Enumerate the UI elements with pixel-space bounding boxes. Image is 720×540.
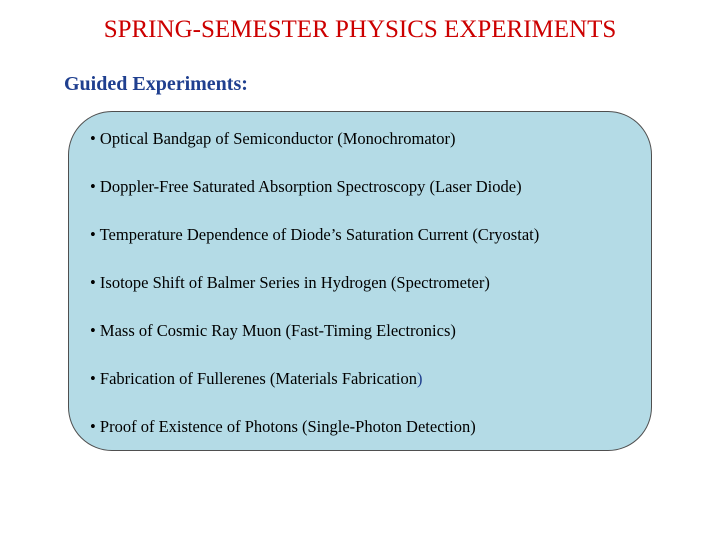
bullet: • bbox=[90, 417, 96, 436]
experiment-text: Optical Bandgap of Semiconductor (Monochromator) bbox=[99, 129, 456, 148]
experiment-item bbox=[90, 273, 490, 293]
section-heading: Guided Experiments: bbox=[64, 73, 248, 95]
experiment-item bbox=[90, 369, 422, 389]
bullet: • bbox=[90, 129, 96, 148]
bullet: • bbox=[90, 321, 96, 340]
experiment-item bbox=[90, 417, 476, 437]
experiment-item bbox=[90, 177, 522, 197]
experiment-text: Doppler-Free Saturated Absorption Spectroscopy (Laser Diode) bbox=[99, 177, 522, 196]
bullet: • bbox=[90, 177, 96, 196]
experiments-box bbox=[68, 111, 652, 451]
bullet: • bbox=[90, 273, 96, 292]
experiment-text: Fabrication of Fullerenes (Materials Fabrication bbox=[99, 369, 417, 388]
bullet: • bbox=[90, 369, 96, 388]
experiment-text: Isotope Shift of Balmer Series in Hydrogen (Spectrometer) bbox=[99, 273, 490, 292]
slide-title: SPRING-SEMESTER PHYSICS EXPERIMENTS bbox=[103, 16, 617, 43]
experiment-text: Mass of Cosmic Ray Muon (Fast-Timing Electronics) bbox=[99, 321, 456, 340]
experiment-item bbox=[90, 225, 539, 245]
bullet: • bbox=[90, 225, 96, 244]
experiment-text: Proof of Existence of Photons (Single-Photon Detection) bbox=[99, 417, 476, 436]
experiment-item bbox=[90, 321, 456, 341]
experiment-item bbox=[90, 129, 455, 149]
experiment-text: Temperature Dependence of Diode’s Saturation Current (Cryostat) bbox=[99, 225, 540, 244]
closing-paren: ) bbox=[416, 369, 423, 388]
